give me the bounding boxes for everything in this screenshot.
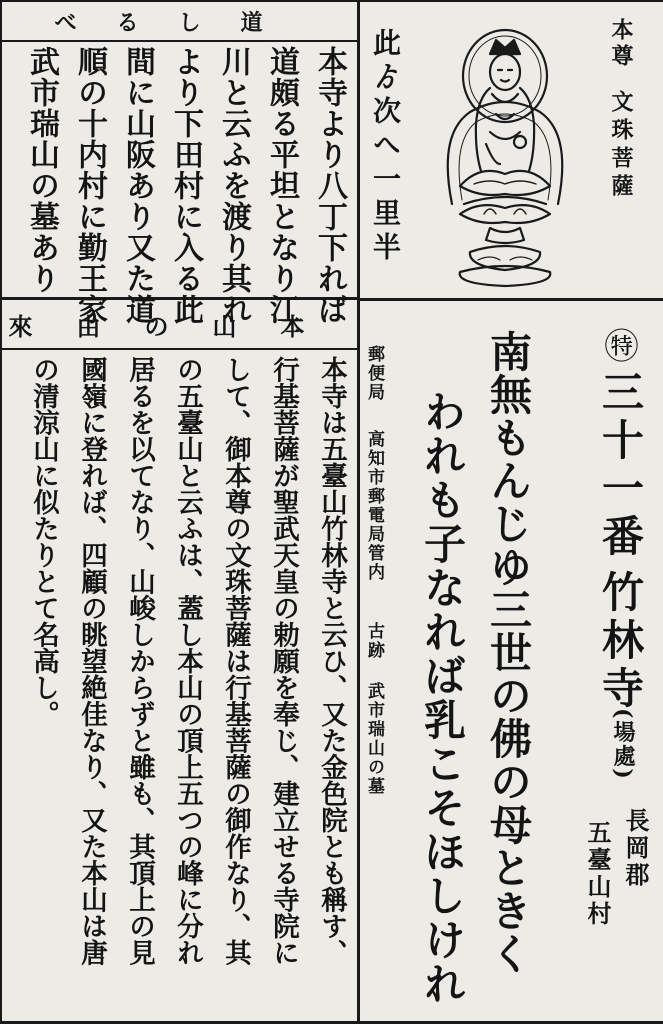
outer-border-left — [0, 0, 2, 1024]
honzon-label: 本尊 — [608, 18, 634, 70]
center-vertical-rule — [357, 0, 360, 1024]
origin-line-1: 本寺は五臺山竹林寺と云ひ、又た金色院とも稱す、 — [316, 356, 347, 966]
monju-bodhisattva-image — [430, 14, 580, 288]
michishirube-heading-text: 道しるべ — [54, 9, 303, 36]
temple-place-label: (場處) — [610, 708, 636, 781]
origin-line-6: 國嶺に登れば、四顧の眺望絶佳なり、又た本山は唐 — [76, 356, 107, 966]
origin-line-4: の五臺山と云ふは、蓋し本山の頂上五つの峰に分れ — [172, 356, 203, 966]
historic-site-label: 古跡 — [364, 622, 384, 660]
michishirube-heading — [0, 2, 357, 40]
michishirube-line-2: 道頗る平坦となり江 — [264, 46, 299, 325]
michishirube-line-1: 本寺より八丁下れば — [312, 46, 347, 325]
temple-number: 三十一番 — [596, 370, 645, 562]
origin-heading-rule — [0, 348, 357, 350]
origin-heading-text: 本山の由來 — [8, 311, 349, 341]
temple-county: 長岡郡 — [621, 808, 650, 889]
honzon-name: 文珠菩薩 — [608, 90, 634, 202]
michishirube-line-7: 武市瑞山の墓あり — [24, 46, 59, 294]
origin-line-5: 居るを以てなり、山峻しからずと雖も、其頂上の見 — [124, 356, 155, 966]
michishirube-heading-rule — [0, 40, 357, 42]
temple-village: 五臺山村 — [583, 820, 612, 928]
temple-name: 竹林寺 — [596, 570, 645, 714]
next-temple-distance: 此ゟ次へ一里半 — [369, 28, 402, 266]
origin-line-3: して、御本尊の文珠菩薩は行基菩薩の御作なり、其 — [220, 356, 251, 966]
goeika-line-2: われも子なれば乳こそほしけれ — [418, 390, 467, 1006]
origin-line-7: の清涼山に似たりとて名高し。 — [28, 356, 59, 727]
postal-value: 高知市郵電局管内 — [364, 430, 384, 582]
goeika-line-1: 南無もんじゆ三世の佛の母ときく — [484, 330, 533, 975]
michishirube-line-4: より下田村に入る此 — [168, 46, 203, 325]
historic-site-value: 武市瑞山の墓 — [364, 682, 384, 796]
postal-label: 郵便局 — [364, 345, 384, 402]
temple-badge: ㊕ — [598, 328, 638, 362]
michishirube-line-5: 間に山阪あり又た道 — [120, 46, 155, 325]
michishirube-line-6: 順の十内村に勤王家 — [72, 46, 107, 325]
origin-heading — [0, 300, 357, 348]
right-horizontal-rule — [360, 298, 663, 301]
origin-line-2: 行基菩薩が聖武天皇の勅願を奉じ、建立せる寺院に — [268, 356, 299, 966]
michishirube-line-3: 川と云ふを渡り其れ — [216, 46, 251, 325]
